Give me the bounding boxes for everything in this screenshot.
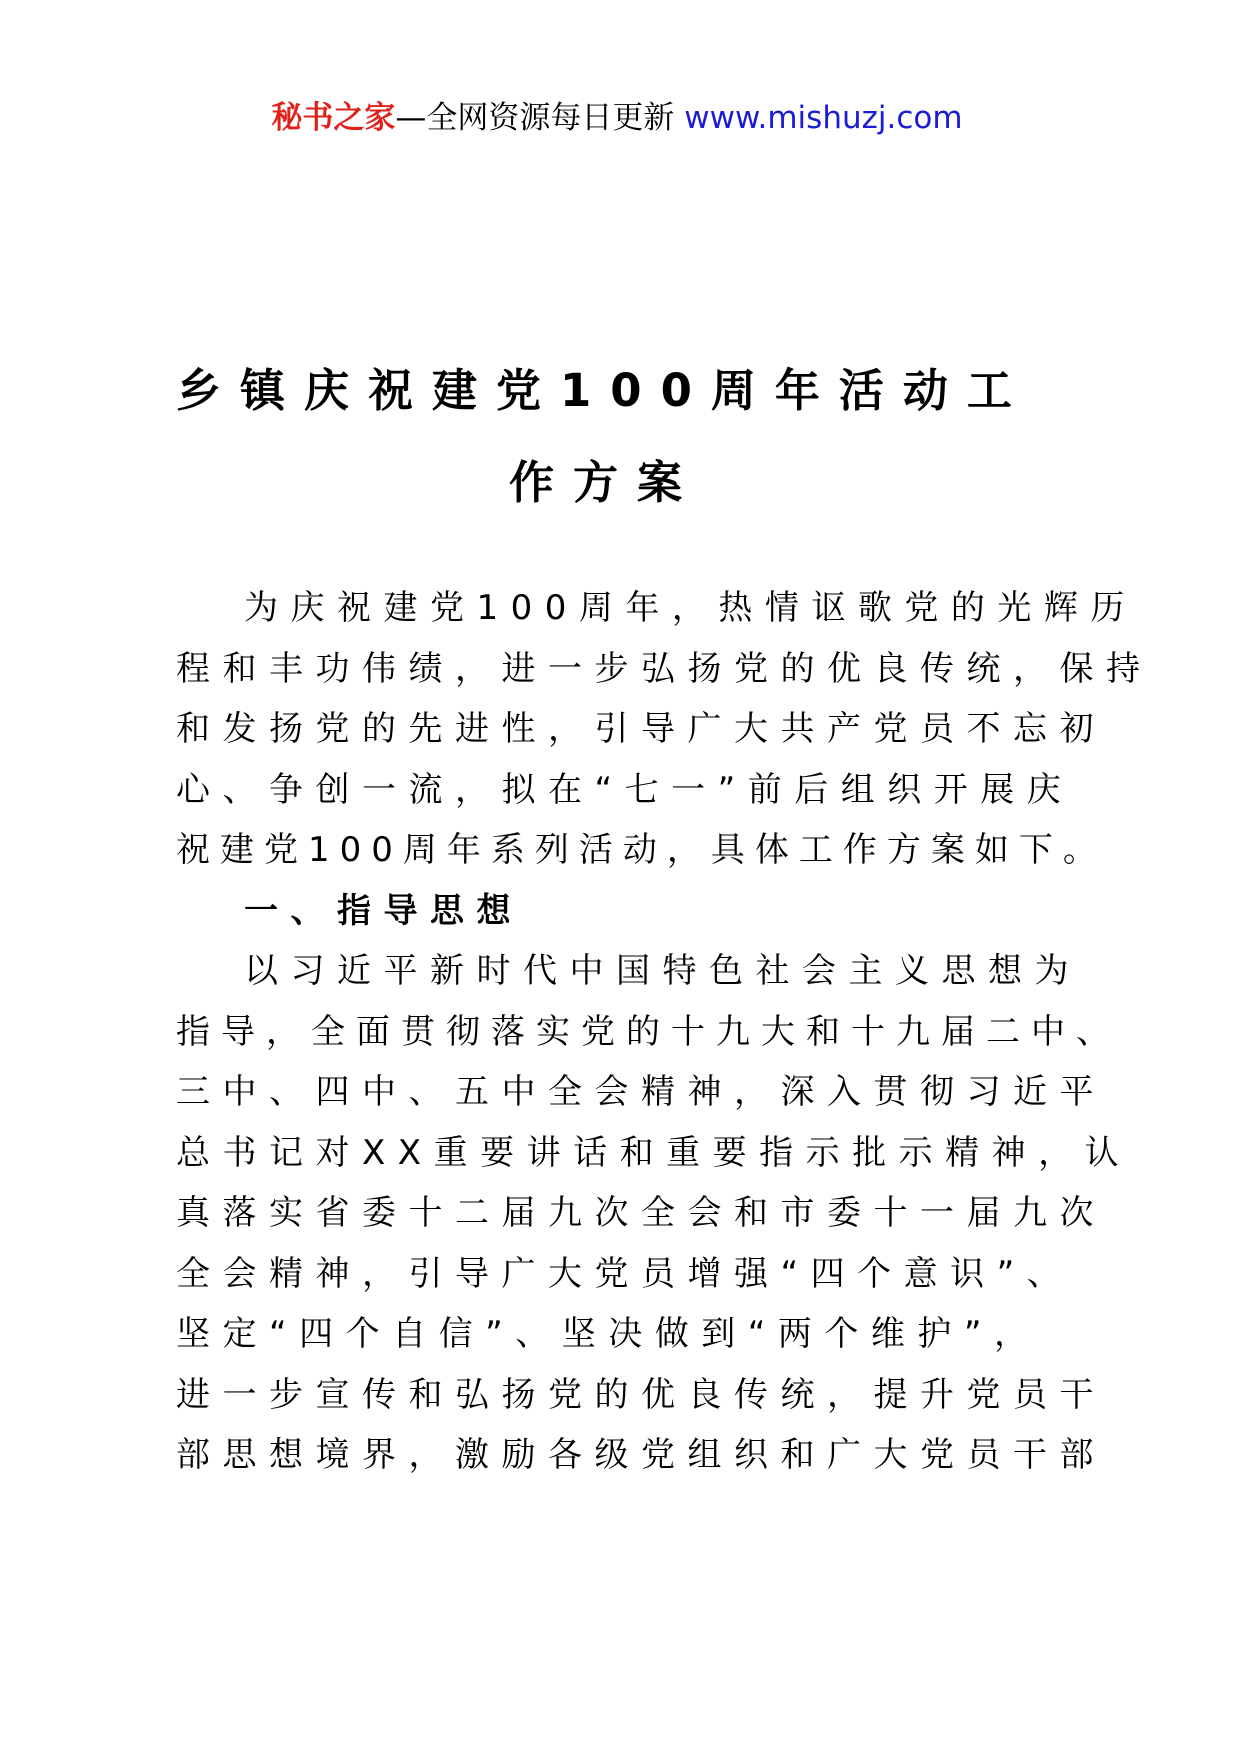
document-title bbox=[176, 345, 1076, 529]
paragraph-line: 心、争创一流，拟在“七一”前后组织开展庆 bbox=[176, 769, 1074, 810]
paragraph-line: 坚定“四个自信”、坚决做到“两个维护”， bbox=[176, 1314, 1041, 1354]
paragraph-line: 三中、四中、五中全会精神，深入贯彻习近平 bbox=[176, 1072, 1106, 1112]
paragraph-line: 真落实省委十二届九次全会和市委十一届九次 bbox=[176, 1193, 1106, 1233]
site-brand: 秘书之家 bbox=[271, 100, 396, 136]
site-url-link[interactable]: www.mishuzj.com bbox=[684, 100, 963, 136]
paragraph-line: 和发扬党的先进性，引导广大共产党员不忘初 bbox=[176, 709, 1106, 749]
title-line-1: 乡镇庆祝建党100周年活动工 bbox=[176, 364, 1031, 417]
paragraph-line: 进一步宣传和弘扬党的优良传统，提升党员干 bbox=[176, 1374, 1106, 1415]
title-line-2: 作方案 bbox=[508, 456, 701, 509]
paragraph-line: 总书记对XX重要讲话和重要指示批示精神，认 bbox=[176, 1132, 1132, 1173]
paragraph-line: 祝建党100周年系列活动，具体工作方案如下。 bbox=[176, 830, 1107, 870]
paragraph-line: 为庆祝建党100周年，热情讴歌党的光辉历 bbox=[244, 588, 1137, 628]
document-body bbox=[176, 578, 1153, 1486]
paragraph-line: 部思想境界，激励各级党组织和广大党员干部 bbox=[176, 1435, 1106, 1475]
section-heading: 一、指导思想 bbox=[244, 890, 523, 931]
paragraph-line: 以习近平新时代中国特色社会主义思想为 bbox=[244, 951, 1081, 991]
paragraph-line: 指导，全面贯彻落实党的十九大和十九届二中、 bbox=[176, 1011, 1121, 1052]
site-tagline: —全网资源每日更新 bbox=[395, 100, 685, 136]
site-header bbox=[0, 98, 1234, 138]
paragraph-line: 程和丰功伟绩，进一步弘扬党的优良传统，保持 bbox=[176, 648, 1153, 689]
paragraph-line: 全会精神，引导广大党员增强“四个意识”、 bbox=[176, 1253, 1074, 1294]
